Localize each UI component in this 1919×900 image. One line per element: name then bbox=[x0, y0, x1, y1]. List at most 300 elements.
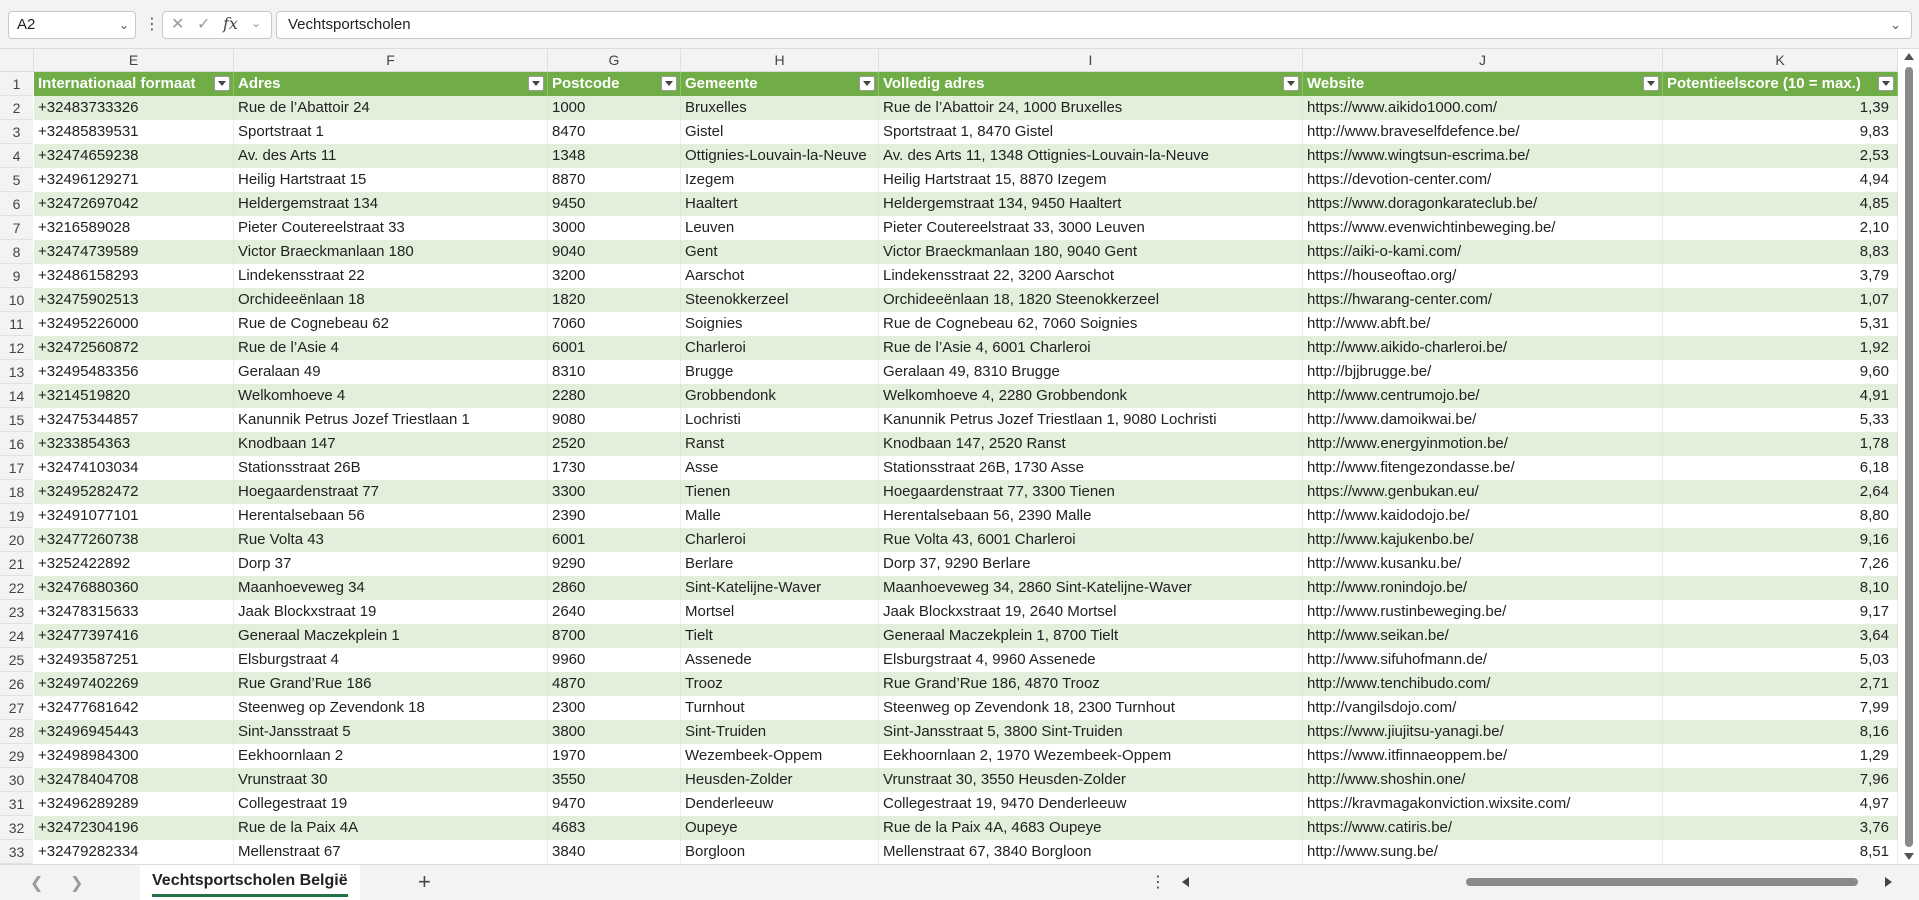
select-all-corner[interactable] bbox=[0, 49, 34, 71]
cell-k[interactable]: 4,94 bbox=[1663, 168, 1898, 192]
cell-f[interactable]: Heilig Hartstraat 15 bbox=[234, 168, 548, 192]
cell-i[interactable]: Heldergemstraat 134, 9450 Haaltert bbox=[879, 192, 1303, 216]
cell-h[interactable]: Soignies bbox=[681, 312, 879, 336]
filter-dropdown-icon[interactable] bbox=[1643, 76, 1659, 91]
cell-k[interactable]: 5,31 bbox=[1663, 312, 1898, 336]
cell-e[interactable]: +32485839531 bbox=[34, 120, 234, 144]
cell-e[interactable]: +32476880360 bbox=[34, 576, 234, 600]
cell-f[interactable]: Generaal Maczekplein 1 bbox=[234, 624, 548, 648]
cell-g[interactable]: 1348 bbox=[548, 144, 681, 168]
cell-e[interactable]: +3216589028 bbox=[34, 216, 234, 240]
cell-e[interactable]: +32472697042 bbox=[34, 192, 234, 216]
row-number[interactable]: 29 bbox=[0, 744, 33, 768]
cell-j[interactable]: https://aiki-o-kami.com/ bbox=[1303, 240, 1663, 264]
row-number[interactable]: 10 bbox=[0, 288, 33, 312]
cell-f[interactable]: Maanhoeveweg 34 bbox=[234, 576, 548, 600]
column-header-k[interactable]: K bbox=[1663, 49, 1898, 71]
chevron-down-icon[interactable]: ⌄ bbox=[118, 18, 129, 32]
cell-i[interactable]: Sint-Jansstraat 5, 3800 Sint-Truiden bbox=[879, 720, 1303, 744]
cell-i[interactable]: Maanhoeveweg 34, 2860 Sint-Katelijne-Waver bbox=[879, 576, 1303, 600]
cell-e[interactable]: +32496289289 bbox=[34, 792, 234, 816]
column-header-i[interactable]: I bbox=[879, 49, 1303, 71]
cell-f[interactable]: Av. des Arts 11 bbox=[234, 144, 548, 168]
cell-i[interactable]: Rue de l’Asie 4, 6001 Charleroi bbox=[879, 336, 1303, 360]
row-number[interactable]: 23 bbox=[0, 600, 33, 624]
cell-j[interactable]: http://www.kajukenbo.be/ bbox=[1303, 528, 1663, 552]
column-header-h[interactable]: H bbox=[681, 49, 879, 71]
table-header-cell[interactable] bbox=[1663, 72, 1898, 96]
cell-i[interactable]: Hoegaardenstraat 77, 3300 Tienen bbox=[879, 480, 1303, 504]
cell-j[interactable]: http://www.abft.be/ bbox=[1303, 312, 1663, 336]
cell-i[interactable]: Rue de Cognebeau 62, 7060 Soignies bbox=[879, 312, 1303, 336]
cell-e[interactable]: +32472304196 bbox=[34, 816, 234, 840]
cell-j[interactable]: https://www.wingtsun-escrima.be/ bbox=[1303, 144, 1663, 168]
cell-j[interactable]: http://www.energyinmotion.be/ bbox=[1303, 432, 1663, 456]
row-number[interactable]: 11 bbox=[0, 312, 33, 336]
cell-j[interactable]: http://www.kaidodojo.be/ bbox=[1303, 504, 1663, 528]
function-icon[interactable]: fx bbox=[223, 14, 238, 33]
cell-k[interactable]: 2,10 bbox=[1663, 216, 1898, 240]
cell-e[interactable]: +32475344857 bbox=[34, 408, 234, 432]
plus-icon[interactable]: + bbox=[418, 869, 431, 894]
cell-g[interactable]: 9290 bbox=[548, 552, 681, 576]
cell-j[interactable]: http://www.aikido-charleroi.be/ bbox=[1303, 336, 1663, 360]
more-icon[interactable]: ⋮ bbox=[144, 16, 160, 33]
cell-g[interactable]: 1820 bbox=[548, 288, 681, 312]
cell-e[interactable]: +32474103034 bbox=[34, 456, 234, 480]
cell-g[interactable]: 3550 bbox=[548, 768, 681, 792]
cell-h[interactable]: Berlare bbox=[681, 552, 879, 576]
cell-h[interactable]: Malle bbox=[681, 504, 879, 528]
table-header-cell[interactable] bbox=[879, 72, 1303, 96]
previous-sheet-icon[interactable]: ❮ bbox=[30, 875, 44, 892]
cell-f[interactable]: Vrunstraat 30 bbox=[234, 768, 548, 792]
cell-g[interactable]: 2520 bbox=[548, 432, 681, 456]
cell-e[interactable]: +32486158293 bbox=[34, 264, 234, 288]
cell-h[interactable]: Gistel bbox=[681, 120, 879, 144]
cell-g[interactable]: 6001 bbox=[548, 528, 681, 552]
cell-f[interactable]: Lindekensstraat 22 bbox=[234, 264, 548, 288]
cell-j[interactable]: https://www.genbukan.eu/ bbox=[1303, 480, 1663, 504]
row-number[interactable]: 27 bbox=[0, 696, 33, 720]
cell-e[interactable]: +3233854363 bbox=[34, 432, 234, 456]
cell-k[interactable]: 9,60 bbox=[1663, 360, 1898, 384]
check-icon[interactable]: ✓ bbox=[197, 16, 211, 33]
cell-j[interactable]: https://houseoftao.org/ bbox=[1303, 264, 1663, 288]
row-number[interactable]: 20 bbox=[0, 528, 33, 552]
cell-f[interactable]: Orchideeënlaan 18 bbox=[234, 288, 548, 312]
cell-k[interactable]: 4,91 bbox=[1663, 384, 1898, 408]
row-number[interactable]: 3 bbox=[0, 120, 33, 144]
cell-i[interactable]: Elsburgstraat 4, 9960 Assenede bbox=[879, 648, 1303, 672]
cell-f[interactable]: Sportstraat 1 bbox=[234, 120, 548, 144]
cell-i[interactable]: Geralaan 49, 8310 Brugge bbox=[879, 360, 1303, 384]
cell-e[interactable]: +3252422892 bbox=[34, 552, 234, 576]
cell-h[interactable]: Charleroi bbox=[681, 528, 879, 552]
cell-k[interactable]: 1,07 bbox=[1663, 288, 1898, 312]
column-header-j[interactable]: J bbox=[1303, 49, 1663, 71]
column-header-f[interactable]: F bbox=[234, 49, 548, 71]
cell-k[interactable]: 8,80 bbox=[1663, 504, 1898, 528]
cell-k[interactable]: 3,79 bbox=[1663, 264, 1898, 288]
cell-j[interactable]: http://www.tenchibudo.com/ bbox=[1303, 672, 1663, 696]
cell-k[interactable]: 1,92 bbox=[1663, 336, 1898, 360]
cell-j[interactable]: https://devotion-center.com/ bbox=[1303, 168, 1663, 192]
cell-k[interactable]: 7,26 bbox=[1663, 552, 1898, 576]
cell-i[interactable]: Herentalsebaan 56, 2390 Malle bbox=[879, 504, 1303, 528]
cell-f[interactable]: Heldergemstraat 134 bbox=[234, 192, 548, 216]
row-number[interactable]: 32 bbox=[0, 816, 33, 840]
cell-j[interactable]: https://www.jiujitsu-yanagi.be/ bbox=[1303, 720, 1663, 744]
cell-h[interactable]: Borgloon bbox=[681, 840, 879, 864]
cell-g[interactable]: 9080 bbox=[548, 408, 681, 432]
cell-j[interactable]: http://www.ronindojo.be/ bbox=[1303, 576, 1663, 600]
cell-g[interactable]: 4683 bbox=[548, 816, 681, 840]
cell-g[interactable]: 1000 bbox=[548, 96, 681, 120]
cell-g[interactable]: 8700 bbox=[548, 624, 681, 648]
cell-k[interactable]: 7,96 bbox=[1663, 768, 1898, 792]
cell-g[interactable]: 8470 bbox=[548, 120, 681, 144]
cell-e[interactable]: +32496945443 bbox=[34, 720, 234, 744]
cell-k[interactable]: 1,39 bbox=[1663, 96, 1898, 120]
cell-i[interactable]: Kanunnik Petrus Jozef Triestlaan 1, 9080 Lochristi bbox=[879, 408, 1303, 432]
cell-i[interactable]: Eekhoornlaan 2, 1970 Wezembeek-Oppem bbox=[879, 744, 1303, 768]
cancel-icon[interactable]: ✕ bbox=[171, 16, 185, 33]
cell-e[interactable]: +32474659238 bbox=[34, 144, 234, 168]
cell-k[interactable]: 2,71 bbox=[1663, 672, 1898, 696]
cell-e[interactable]: +32497402269 bbox=[34, 672, 234, 696]
cell-f[interactable]: Welkomhoeve 4 bbox=[234, 384, 548, 408]
row-number[interactable]: 25 bbox=[0, 648, 33, 672]
table-header-cell[interactable] bbox=[234, 72, 548, 96]
cell-f[interactable]: Collegestraat 19 bbox=[234, 792, 548, 816]
cell-j[interactable]: http://vangilsdojo.com/ bbox=[1303, 696, 1663, 720]
table-header-cell[interactable] bbox=[34, 72, 234, 96]
cell-k[interactable]: 3,76 bbox=[1663, 816, 1898, 840]
cell-h[interactable]: Leuven bbox=[681, 216, 879, 240]
cell-i[interactable]: Stationsstraat 26B, 1730 Asse bbox=[879, 456, 1303, 480]
cell-i[interactable]: Generaal Maczekplein 1, 8700 Tielt bbox=[879, 624, 1303, 648]
cell-h[interactable]: Asse bbox=[681, 456, 879, 480]
name-box[interactable] bbox=[8, 11, 136, 39]
cell-f[interactable]: Rue de l’Asie 4 bbox=[234, 336, 548, 360]
cell-h[interactable]: Tienen bbox=[681, 480, 879, 504]
cell-h[interactable]: Lochristi bbox=[681, 408, 879, 432]
horizontal-scroll-thumb[interactable] bbox=[1466, 878, 1858, 886]
cell-e[interactable]: +32477397416 bbox=[34, 624, 234, 648]
cell-i[interactable]: Rue de la Paix 4A, 4683 Oupeye bbox=[879, 816, 1303, 840]
cell-f[interactable]: Rue Grand’Rue 186 bbox=[234, 672, 548, 696]
cell-e[interactable]: +32495483356 bbox=[34, 360, 234, 384]
table-header-cell[interactable] bbox=[548, 72, 681, 96]
row-number[interactable]: 12 bbox=[0, 336, 33, 360]
cell-j[interactable]: http://www.braveselfdefence.be/ bbox=[1303, 120, 1663, 144]
sheet-tab-active[interactable] bbox=[140, 865, 360, 900]
row-number[interactable]: 7 bbox=[0, 216, 33, 240]
cell-f[interactable]: Rue de Cognebeau 62 bbox=[234, 312, 548, 336]
cell-e[interactable]: +32491077101 bbox=[34, 504, 234, 528]
cell-h[interactable]: Mortsel bbox=[681, 600, 879, 624]
cell-g[interactable]: 2280 bbox=[548, 384, 681, 408]
cell-h[interactable]: Tielt bbox=[681, 624, 879, 648]
cell-k[interactable]: 9,83 bbox=[1663, 120, 1898, 144]
cell-f[interactable]: Jaak Blockxstraat 19 bbox=[234, 600, 548, 624]
cell-i[interactable]: Lindekensstraat 22, 3200 Aarschot bbox=[879, 264, 1303, 288]
cell-j[interactable]: https://www.evenwichtinbeweging.be/ bbox=[1303, 216, 1663, 240]
cell-i[interactable]: Jaak Blockxstraat 19, 2640 Mortsel bbox=[879, 600, 1303, 624]
cell-e[interactable]: +32495282472 bbox=[34, 480, 234, 504]
cell-i[interactable]: Pieter Coutereelstraat 33, 3000 Leuven bbox=[879, 216, 1303, 240]
cell-f[interactable]: Dorp 37 bbox=[234, 552, 548, 576]
cell-k[interactable]: 2,53 bbox=[1663, 144, 1898, 168]
cell-h[interactable]: Aarschot bbox=[681, 264, 879, 288]
cell-i[interactable]: Vrunstraat 30, 3550 Heusden-Zolder bbox=[879, 768, 1303, 792]
cell-k[interactable]: 2,64 bbox=[1663, 480, 1898, 504]
cell-h[interactable]: Denderleeuw bbox=[681, 792, 879, 816]
cell-i[interactable]: Av. des Arts 11, 1348 Ottignies-Louvain-la-Neuve bbox=[879, 144, 1303, 168]
cell-h[interactable]: Assenede bbox=[681, 648, 879, 672]
cell-i[interactable]: Steenweg op Zevendonk 18, 2300 Turnhout bbox=[879, 696, 1303, 720]
cell-i[interactable]: Rue Grand’Rue 186, 4870 Trooz bbox=[879, 672, 1303, 696]
row-number[interactable]: 18 bbox=[0, 480, 33, 504]
cell-g[interactable]: 2640 bbox=[548, 600, 681, 624]
cell-j[interactable]: https://www.itfinnaeoppem.be/ bbox=[1303, 744, 1663, 768]
cell-j[interactable]: http://www.damoikwai.be/ bbox=[1303, 408, 1663, 432]
cell-e[interactable]: +32498984300 bbox=[34, 744, 234, 768]
cell-e[interactable]: +32477681642 bbox=[34, 696, 234, 720]
cell-j[interactable]: http://www.rustinbeweging.be/ bbox=[1303, 600, 1663, 624]
cell-k[interactable]: 9,17 bbox=[1663, 600, 1898, 624]
cell-f[interactable]: Knodbaan 147 bbox=[234, 432, 548, 456]
cell-k[interactable]: 8,83 bbox=[1663, 240, 1898, 264]
filter-dropdown-icon[interactable] bbox=[214, 76, 230, 91]
horizontal-scrollbar[interactable] bbox=[1176, 865, 1898, 900]
cell-g[interactable]: 9450 bbox=[548, 192, 681, 216]
cell-f[interactable]: Kanunnik Petrus Jozef Triestlaan 1 bbox=[234, 408, 548, 432]
cell-i[interactable]: Mellenstraat 67, 3840 Borgloon bbox=[879, 840, 1303, 864]
cell-g[interactable]: 2300 bbox=[548, 696, 681, 720]
row-number[interactable]: 33 bbox=[0, 840, 33, 864]
cell-f[interactable]: Steenweg op Zevendonk 18 bbox=[234, 696, 548, 720]
cell-e[interactable]: +32472560872 bbox=[34, 336, 234, 360]
cell-e[interactable]: +32477260738 bbox=[34, 528, 234, 552]
vertical-scrollbar[interactable] bbox=[1900, 49, 1919, 864]
cell-e[interactable]: +32493587251 bbox=[34, 648, 234, 672]
row-number[interactable]: 4 bbox=[0, 144, 33, 168]
column-header-e[interactable]: E bbox=[34, 49, 234, 71]
cell-g[interactable]: 1730 bbox=[548, 456, 681, 480]
cell-g[interactable]: 9040 bbox=[548, 240, 681, 264]
cell-k[interactable]: 8,16 bbox=[1663, 720, 1898, 744]
cell-e[interactable]: +32478315633 bbox=[34, 600, 234, 624]
cell-g[interactable]: 7060 bbox=[548, 312, 681, 336]
row-number[interactable]: 15 bbox=[0, 408, 33, 432]
cell-f[interactable]: Victor Braeckmanlaan 180 bbox=[234, 240, 548, 264]
cell-j[interactable]: http://bjjbrugge.be/ bbox=[1303, 360, 1663, 384]
cell-k[interactable]: 4,97 bbox=[1663, 792, 1898, 816]
chevron-down-icon[interactable]: ⌄ bbox=[1890, 17, 1901, 32]
cell-e[interactable]: +32483733326 bbox=[34, 96, 234, 120]
next-sheet-icon[interactable]: ❯ bbox=[70, 875, 84, 892]
cell-i[interactable]: Knodbaan 147, 2520 Ranst bbox=[879, 432, 1303, 456]
cell-g[interactable]: 4870 bbox=[548, 672, 681, 696]
cell-i[interactable]: Victor Braeckmanlaan 180, 9040 Gent bbox=[879, 240, 1303, 264]
cell-h[interactable]: Grobbendonk bbox=[681, 384, 879, 408]
row-number[interactable]: 13 bbox=[0, 360, 33, 384]
cell-j[interactable]: http://www.sifuhofmann.de/ bbox=[1303, 648, 1663, 672]
cell-h[interactable]: Oupeye bbox=[681, 816, 879, 840]
cell-i[interactable]: Rue Volta 43, 6001 Charleroi bbox=[879, 528, 1303, 552]
cell-g[interactable]: 3300 bbox=[548, 480, 681, 504]
row-number[interactable]: 30 bbox=[0, 768, 33, 792]
cell-g[interactable]: 2390 bbox=[548, 504, 681, 528]
cell-g[interactable]: 3000 bbox=[548, 216, 681, 240]
cell-f[interactable]: Rue de la Paix 4A bbox=[234, 816, 548, 840]
cell-k[interactable]: 8,10 bbox=[1663, 576, 1898, 600]
cell-f[interactable]: Rue Volta 43 bbox=[234, 528, 548, 552]
row-number[interactable]: 19 bbox=[0, 504, 33, 528]
cell-j[interactable]: http://www.fitengezondasse.be/ bbox=[1303, 456, 1663, 480]
cell-j[interactable]: http://www.sung.be/ bbox=[1303, 840, 1663, 864]
cell-e[interactable]: +32496129271 bbox=[34, 168, 234, 192]
row-number[interactable]: 24 bbox=[0, 624, 33, 648]
scroll-down-icon[interactable] bbox=[1904, 853, 1914, 860]
formula-input[interactable] bbox=[276, 11, 1912, 39]
cell-g[interactable]: 8310 bbox=[548, 360, 681, 384]
row-number[interactable]: 26 bbox=[0, 672, 33, 696]
row-number[interactable]: 1 bbox=[0, 72, 33, 96]
cell-g[interactable]: 9960 bbox=[548, 648, 681, 672]
cell-f[interactable]: Geralaan 49 bbox=[234, 360, 548, 384]
row-number[interactable]: 28 bbox=[0, 720, 33, 744]
cell-g[interactable]: 3840 bbox=[548, 840, 681, 864]
cell-i[interactable]: Rue de l’Abattoir 24, 1000 Bruxelles bbox=[879, 96, 1303, 120]
cell-f[interactable]: Stationsstraat 26B bbox=[234, 456, 548, 480]
cell-k[interactable]: 1,29 bbox=[1663, 744, 1898, 768]
vertical-scroll-thumb[interactable] bbox=[1905, 67, 1913, 847]
cell-e[interactable]: +32478404708 bbox=[34, 768, 234, 792]
table-header-cell[interactable] bbox=[681, 72, 879, 96]
cell-h[interactable]: Ranst bbox=[681, 432, 879, 456]
cell-f[interactable]: Sint-Jansstraat 5 bbox=[234, 720, 548, 744]
cell-h[interactable]: Sint-Katelijne-Waver bbox=[681, 576, 879, 600]
row-number[interactable]: 8 bbox=[0, 240, 33, 264]
cell-h[interactable]: Gent bbox=[681, 240, 879, 264]
cell-k[interactable]: 3,64 bbox=[1663, 624, 1898, 648]
cell-e[interactable]: +32479282334 bbox=[34, 840, 234, 864]
cell-h[interactable]: Ottignies-Louvain-la-Neuve bbox=[681, 144, 879, 168]
cell-h[interactable]: Charleroi bbox=[681, 336, 879, 360]
cell-h[interactable]: Brugge bbox=[681, 360, 879, 384]
row-number[interactable]: 21 bbox=[0, 552, 33, 576]
cell-g[interactable]: 1970 bbox=[548, 744, 681, 768]
row-number[interactable]: 17 bbox=[0, 456, 33, 480]
cell-g[interactable]: 2860 bbox=[548, 576, 681, 600]
cell-f[interactable]: Hoegaardenstraat 77 bbox=[234, 480, 548, 504]
scroll-right-icon[interactable] bbox=[1885, 877, 1892, 887]
cell-h[interactable]: Heusden-Zolder bbox=[681, 768, 879, 792]
filter-dropdown-icon[interactable] bbox=[1878, 76, 1894, 91]
scroll-left-icon[interactable] bbox=[1182, 877, 1189, 887]
cell-k[interactable]: 5,03 bbox=[1663, 648, 1898, 672]
cell-e[interactable]: +32495226000 bbox=[34, 312, 234, 336]
cell-e[interactable]: +32475902513 bbox=[34, 288, 234, 312]
row-number[interactable]: 14 bbox=[0, 384, 33, 408]
filter-dropdown-icon[interactable] bbox=[528, 76, 544, 91]
cell-f[interactable]: Elsburgstraat 4 bbox=[234, 648, 548, 672]
cell-h[interactable]: Trooz bbox=[681, 672, 879, 696]
cell-j[interactable]: https://www.doragonkarateclub.be/ bbox=[1303, 192, 1663, 216]
cell-h[interactable]: Steenokkerzeel bbox=[681, 288, 879, 312]
filter-dropdown-icon[interactable] bbox=[1283, 76, 1299, 91]
cell-h[interactable]: Haaltert bbox=[681, 192, 879, 216]
cell-k[interactable]: 9,16 bbox=[1663, 528, 1898, 552]
cell-j[interactable]: http://www.seikan.be/ bbox=[1303, 624, 1663, 648]
cell-g[interactable]: 3800 bbox=[548, 720, 681, 744]
row-number[interactable]: 5 bbox=[0, 168, 33, 192]
cell-f[interactable]: Eekhoornlaan 2 bbox=[234, 744, 548, 768]
cell-j[interactable]: https://hwarang-center.com/ bbox=[1303, 288, 1663, 312]
cell-i[interactable]: Sportstraat 1, 8470 Gistel bbox=[879, 120, 1303, 144]
column-header-g[interactable]: G bbox=[548, 49, 681, 71]
cell-h[interactable]: Turnhout bbox=[681, 696, 879, 720]
row-number[interactable]: 9 bbox=[0, 264, 33, 288]
row-number[interactable]: 16 bbox=[0, 432, 33, 456]
row-number[interactable]: 6 bbox=[0, 192, 33, 216]
filter-dropdown-icon[interactable] bbox=[661, 76, 677, 91]
cell-g[interactable]: 9470 bbox=[548, 792, 681, 816]
cell-h[interactable]: Izegem bbox=[681, 168, 879, 192]
cell-i[interactable]: Collegestraat 19, 9470 Denderleeuw bbox=[879, 792, 1303, 816]
cell-i[interactable]: Welkomhoeve 4, 2280 Grobbendonk bbox=[879, 384, 1303, 408]
cell-k[interactable]: 6,18 bbox=[1663, 456, 1898, 480]
cell-h[interactable]: Bruxelles bbox=[681, 96, 879, 120]
more-icon[interactable]: ⋮ bbox=[1150, 874, 1166, 891]
cell-k[interactable]: 8,51 bbox=[1663, 840, 1898, 864]
cell-k[interactable]: 4,85 bbox=[1663, 192, 1898, 216]
cell-f[interactable]: Pieter Coutereelstraat 33 bbox=[234, 216, 548, 240]
cell-j[interactable]: https://www.aikido1000.com/ bbox=[1303, 96, 1663, 120]
cell-f[interactable]: Rue de l’Abattoir 24 bbox=[234, 96, 548, 120]
row-number[interactable]: 22 bbox=[0, 576, 33, 600]
cell-j[interactable]: http://www.kusanku.be/ bbox=[1303, 552, 1663, 576]
row-number[interactable]: 31 bbox=[0, 792, 33, 816]
cell-g[interactable]: 3200 bbox=[548, 264, 681, 288]
filter-dropdown-icon[interactable] bbox=[859, 76, 875, 91]
cell-h[interactable]: Wezembeek-Oppem bbox=[681, 744, 879, 768]
cell-j[interactable]: http://www.shoshin.one/ bbox=[1303, 768, 1663, 792]
cell-k[interactable]: 1,78 bbox=[1663, 432, 1898, 456]
table-header-cell[interactable] bbox=[1303, 72, 1663, 96]
cell-g[interactable]: 8870 bbox=[548, 168, 681, 192]
cell-i[interactable]: Dorp 37, 9290 Berlare bbox=[879, 552, 1303, 576]
cell-i[interactable]: Heilig Hartstraat 15, 8870 Izegem bbox=[879, 168, 1303, 192]
cell-j[interactable]: https://www.catiris.be/ bbox=[1303, 816, 1663, 840]
cell-h[interactable]: Sint-Truiden bbox=[681, 720, 879, 744]
cell-e[interactable]: +32474739589 bbox=[34, 240, 234, 264]
cell-j[interactable]: http://www.centrumojo.be/ bbox=[1303, 384, 1663, 408]
cell-e[interactable]: +3214519820 bbox=[34, 384, 234, 408]
cell-i[interactable]: Orchideeënlaan 18, 1820 Steenokkerzeel bbox=[879, 288, 1303, 312]
cell-f[interactable]: Mellenstraat 67 bbox=[234, 840, 548, 864]
cell-j[interactable]: https://kravmagakonviction.wixsite.com/ bbox=[1303, 792, 1663, 816]
scroll-up-icon[interactable] bbox=[1904, 53, 1914, 60]
cell-g[interactable]: 6001 bbox=[548, 336, 681, 360]
cell-k[interactable]: 7,99 bbox=[1663, 696, 1898, 720]
cell-f[interactable]: Herentalsebaan 56 bbox=[234, 504, 548, 528]
chevron-down-icon[interactable]: ⌄ bbox=[251, 16, 262, 30]
row-number[interactable]: 2 bbox=[0, 96, 33, 120]
